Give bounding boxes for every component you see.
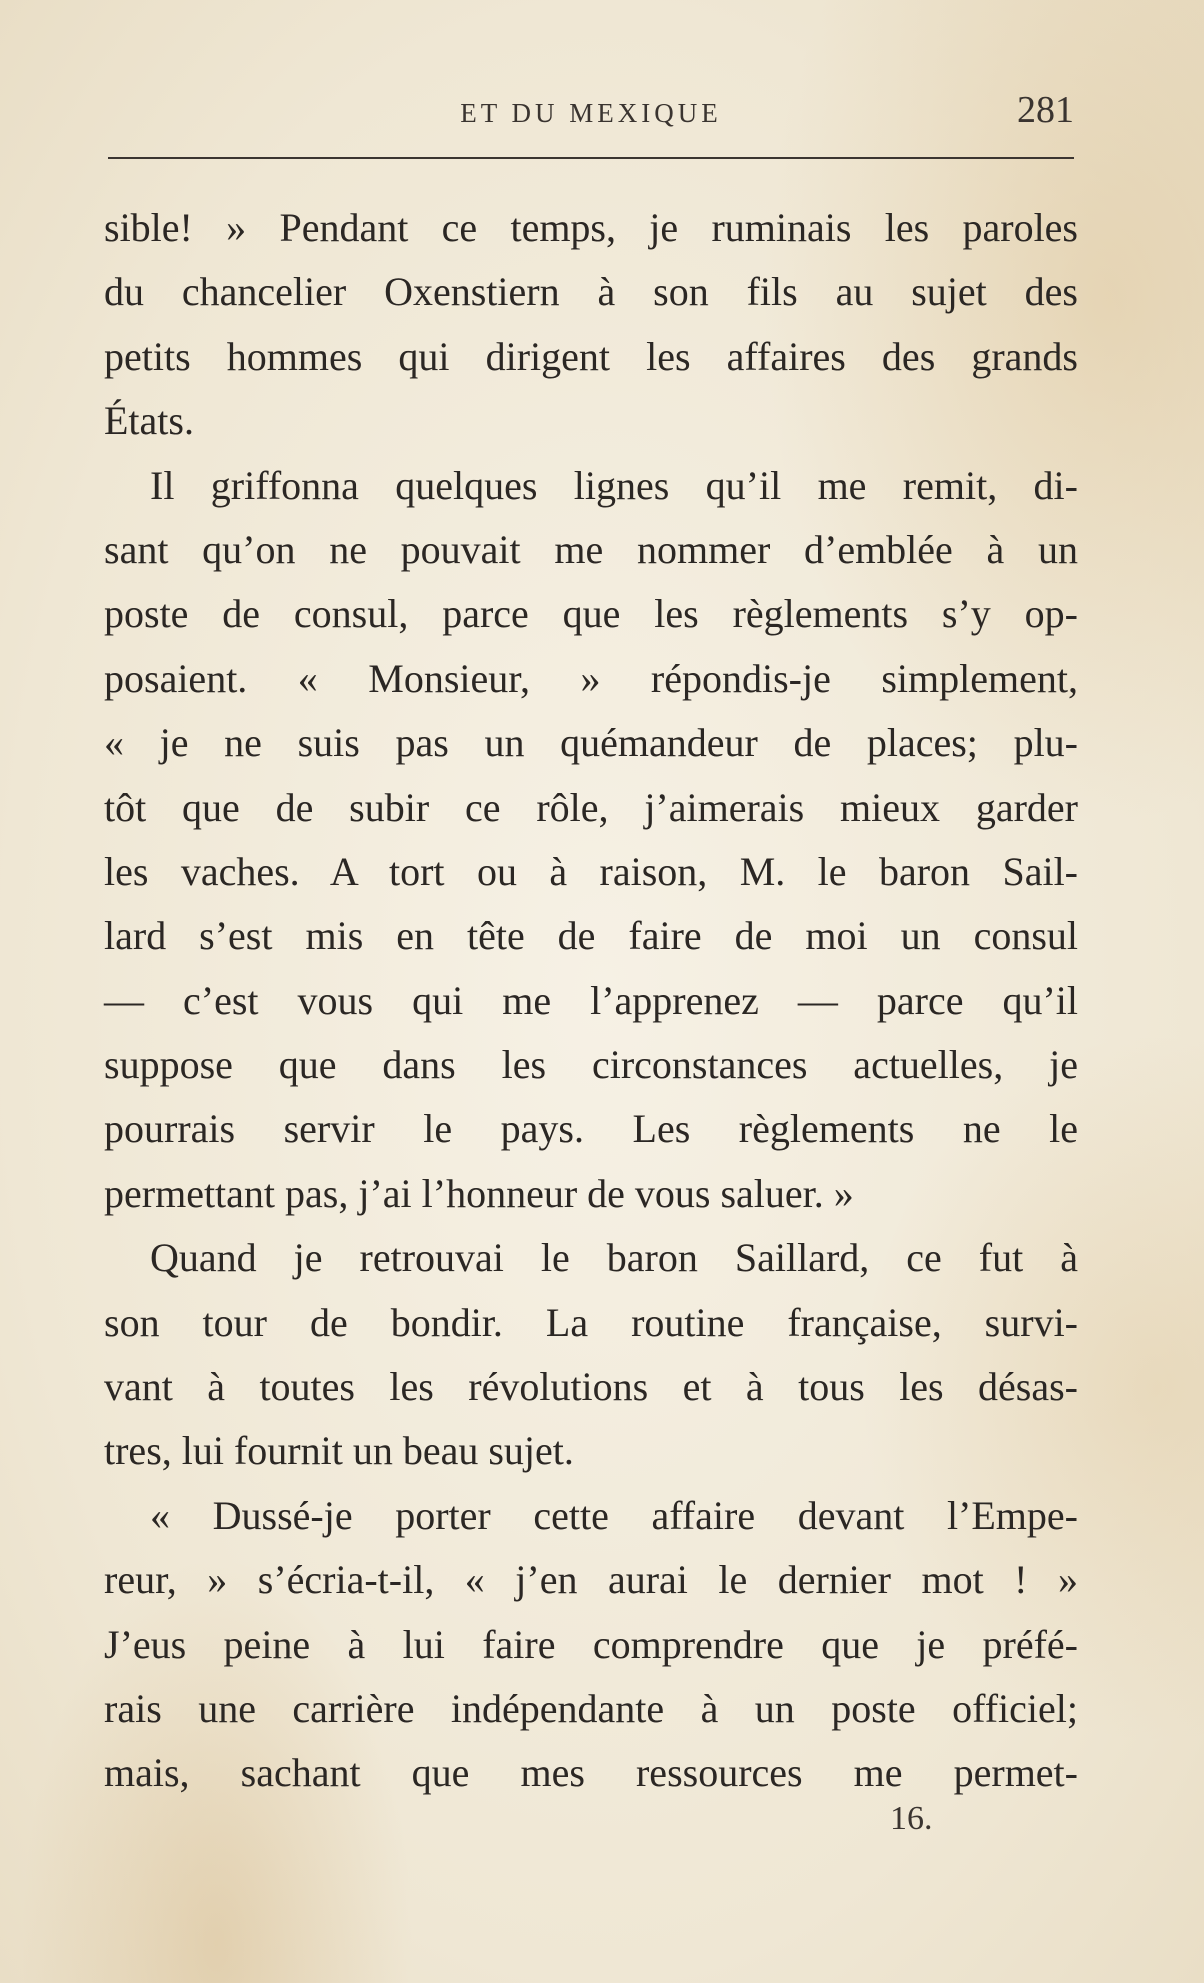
running-head (108, 88, 1074, 138)
text-line: reur, » s’écria-t-il, « j’en aurai le dernier mot ! » (104, 1557, 1078, 1603)
text-line: sant qu’on ne pouvait me nommer d’emblée à un (104, 526, 1078, 572)
text-line: lard s’est mis en tête de faire de moi un consul (104, 913, 1078, 959)
text-line: suppose que dans les circonstances actuelles, je (104, 1042, 1078, 1088)
text-line: permettant pas, j’ai l’honneur de vous saluer. » (104, 1170, 854, 1216)
text-line: « Dussé-je porter cette affaire devant l’Empe- (150, 1492, 1078, 1538)
text-line: vant à toutes les révolutions et à tous les désas- (104, 1364, 1078, 1410)
text-line: États. (104, 398, 194, 444)
header-rule (108, 157, 1074, 159)
text-line: son tour de bondir. La routine française, survi- (104, 1299, 1078, 1345)
text-line: rais une carrière indépendante à un poste officiel; (104, 1685, 1078, 1731)
text-line: Il griffonna quelques lignes qu’il me remit, di- (150, 462, 1078, 508)
text-line: « je ne suis pas un quémandeur de places; plu- (104, 720, 1078, 766)
text-line: Quand je retrouvai le baron Saillard, ce fut à (150, 1235, 1078, 1281)
text-line: du chancelier Oxenstiern à son fils au sujet des (104, 269, 1078, 315)
text-line: mais, sachant que mes ressources me permet- (104, 1750, 1078, 1796)
text-line: pourrais servir le pays. Les règlements ne le (104, 1106, 1078, 1152)
text-line: — c’est vous qui me l’apprenez — parce qu’il (104, 977, 1078, 1023)
signature-mark: 16. (890, 1800, 933, 1837)
body-text (104, 196, 1078, 1806)
text-line: petits hommes qui dirigent les affaires des grands (104, 333, 1078, 379)
text-line: tres, lui fournit un beau sujet. (104, 1428, 574, 1474)
text-line: tôt que de subir ce rôle, j’aimerais mieux garder (104, 784, 1078, 830)
text-line: les vaches. A tort ou à raison, M. le baron Sail- (104, 848, 1078, 894)
page-number: 281 (1017, 89, 1074, 131)
running-title: ET DU MEXIQUE (460, 98, 722, 128)
text-line: posaient. « Monsieur, » répondis-je simplement, (104, 655, 1078, 701)
text-line: sible! » Pendant ce temps, je ruminais les paroles (104, 205, 1078, 250)
text-line: poste de consul, parce que les règlements s’y op- (104, 591, 1078, 637)
text-line: J’eus peine à lui faire comprendre que je préfé- (104, 1621, 1078, 1667)
